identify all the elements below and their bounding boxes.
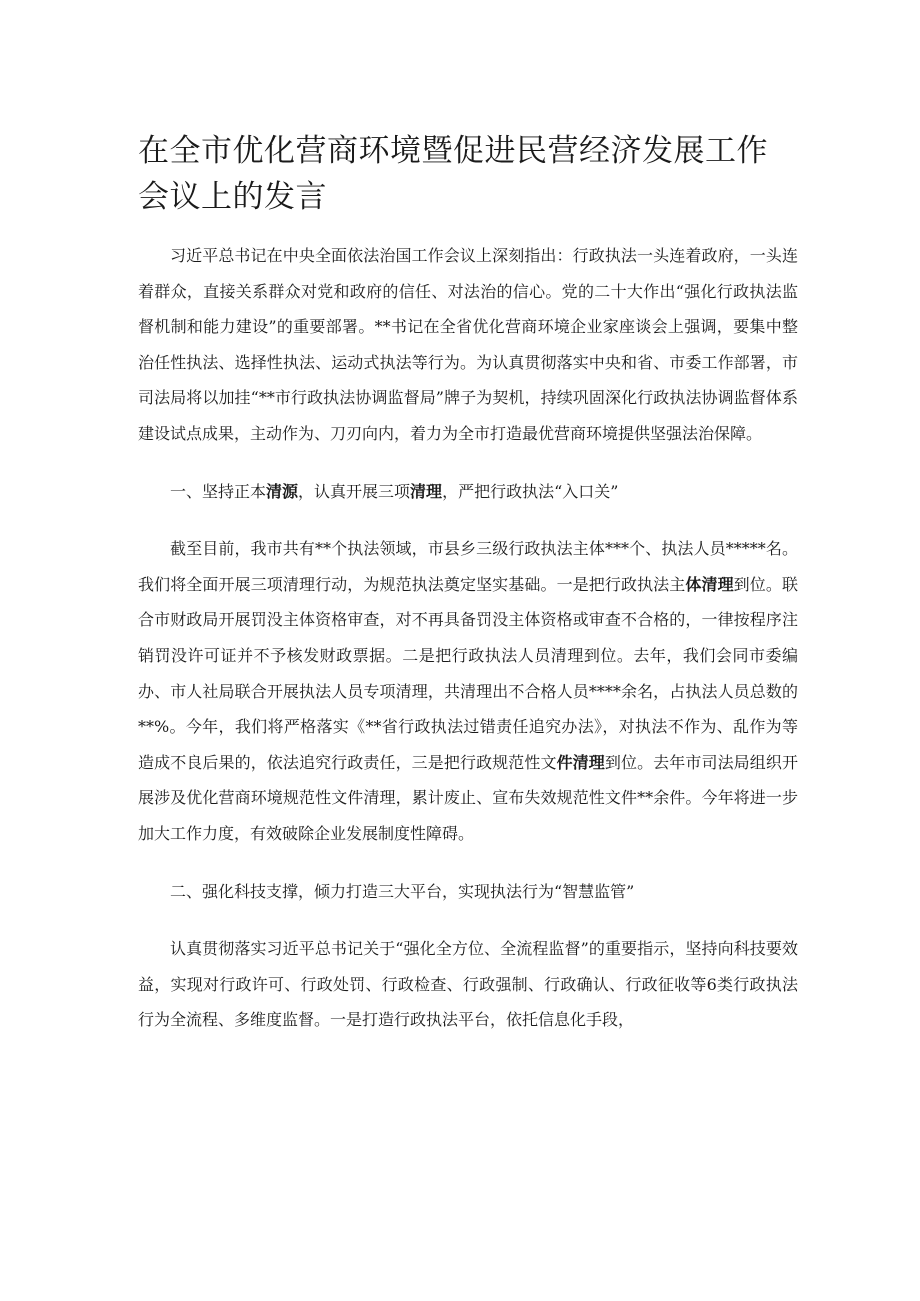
heading-bold-text: 清理 [410,481,443,501]
intro-paragraph: 习近平总书记在中央全面依法治国工作会议上深刻指出：行政执法一头连着政府，一头连着群众，直接关系群众对党和政府的信任、对法治的信心。党的二十大作出“强化行政执法监督机制和能力建设”的重要部署。**书记在全省优化营商环境企业家座谈会上强调，要集中整治任性执法、选择性执法、运动式执法等行为。为认真贯彻落实中央和省、市委工作部署，市司法局将以加挂“**市行政执法协调监督局”牌子为契机，持续巩固深化行政执法协调监督体系建设试点成果，主动作为、刀刃向内，着力为全市打造最优营商环境提供坚强法治保障。 [138,246,798,443]
paragraph-text: 到位。联合市财政局开展罚没主体资格审查，对不再具备罚没主体资格或审查不合格的，一律按程序注销罚没许可证并不予核发财政票据。二是把行政执法人员清理到位。去年，我们会同市委编办、市人社局联合开展执法人员专项清理，共清理出不合格人员****余名，占执法人员总数的**%。今年，我们将严格落实《**省行政执法过错责任追究办法》，对执法不作为、乱作为等造成不良后果的，依法追究行政责任，三是把行政规范性文 [138,574,798,772]
section-2-heading: 二、强化科技支撑，倾力打造三大平台，实现执法行为“智慧监管” [170,881,635,901]
heading-text: 一、坚持正本 [170,481,267,501]
heading-text: ，严把行政执法“入口关” [442,481,619,501]
paragraph-text: 到位。去年市司法局组织开展涉及优化营商环境规范性文件清理，累计废止、宣布失效规范性文件**余件。今年将进一步加大工作力度，有效破除企业发展制度性障碍。 [138,752,798,843]
paragraph-text: 截至目前，我市共有**个执法领域，市县乡三级行政执法主体***个、执法人员*****名。我们将全面开展三项清理行动，为规范执法奠定坚实基础。一是把行政执法主 [138,539,798,594]
section-1-heading [138,474,798,510]
document-body [138,238,798,1038]
document-title: 在全市优化营商环境暨促进民营经济发展工作会议上的发言 [138,133,768,215]
paragraph-bold-text: 体清理 [685,574,734,594]
paragraph-bold-text: 件清理 [556,752,605,772]
section-1-paragraph [138,531,798,851]
section-2-paragraph: 认真贯彻落实习近平总书记关于“强化全方位、全流程监督”的重要指示，坚持向科技要效益，实现对行政许可、行政处罚、行政检查、行政强制、行政确认、行政征收等6类行政执法行为全流程、多维度监督。一是打造行政执法平台，依托信息化手段， [138,939,798,1030]
heading-text: ，认真开展三项 [298,481,411,501]
heading-bold-text: 清源 [266,481,299,501]
